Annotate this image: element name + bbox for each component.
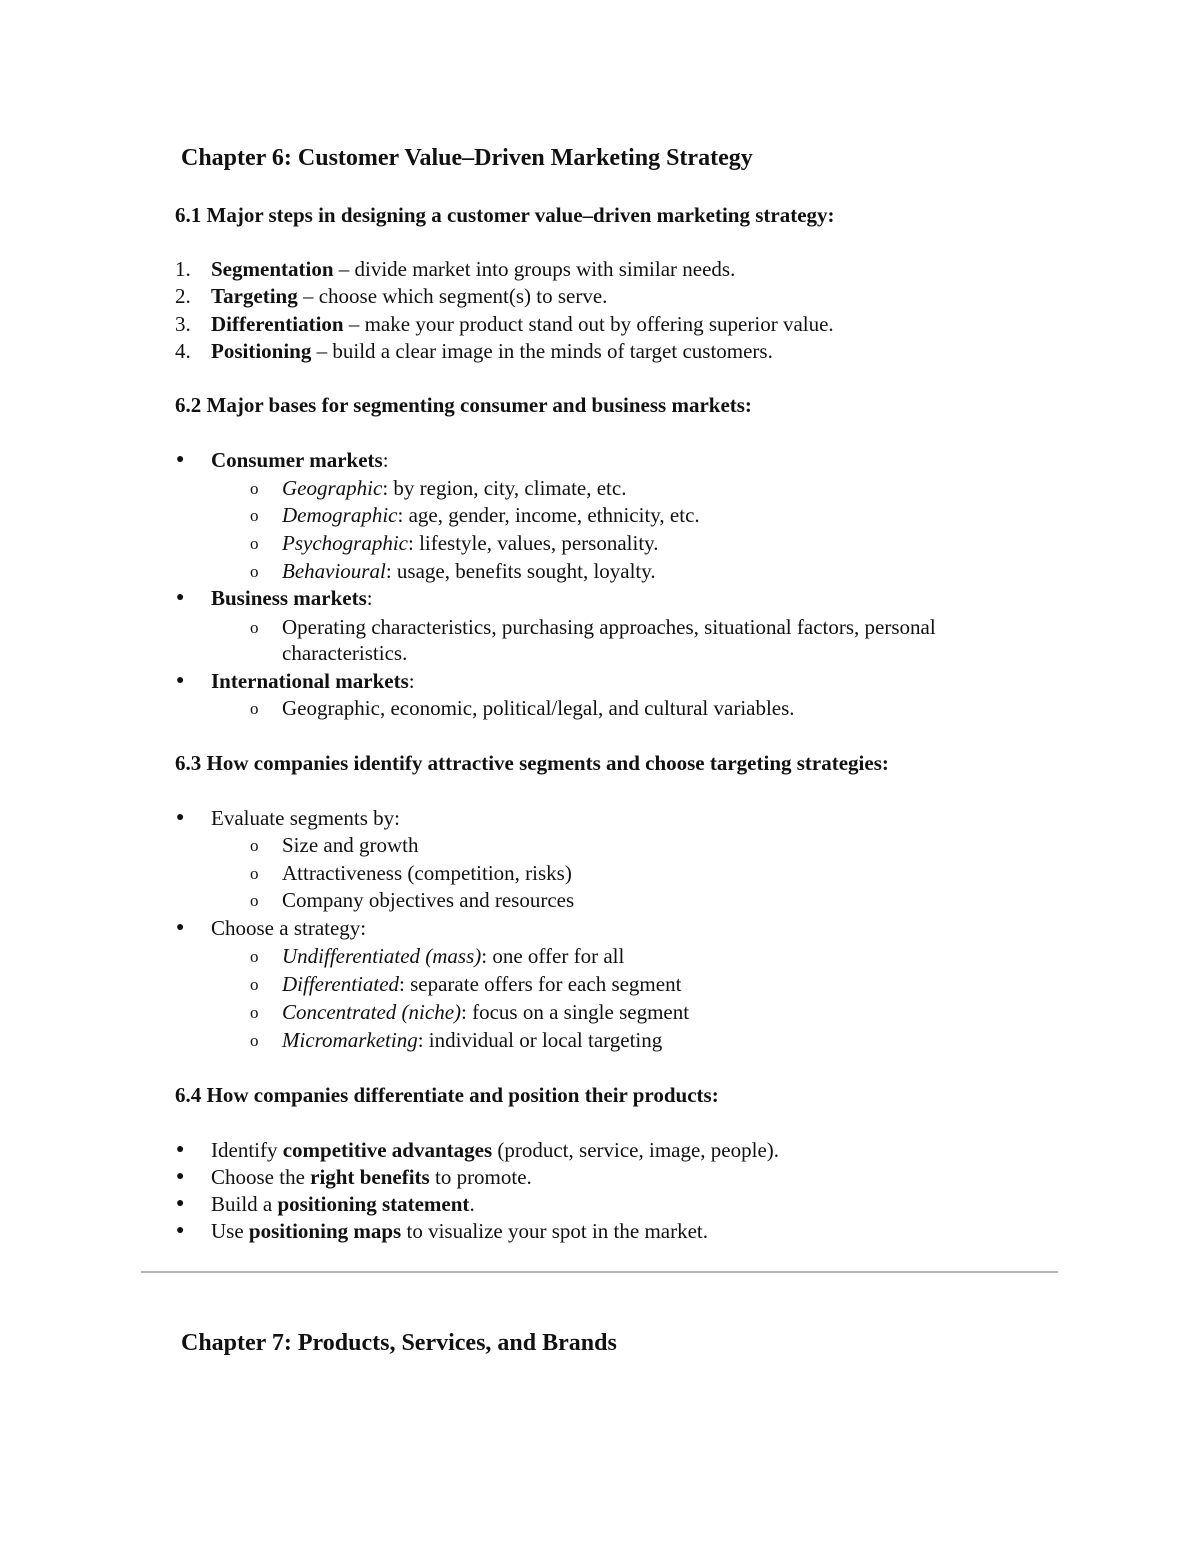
item-number: 3. — [175, 312, 191, 336]
bullet-text: Choose the — [211, 1165, 311, 1189]
bullet-emphasis: positioning maps — [248, 1219, 402, 1243]
section-6-4-heading: 6.4 How companies differentiate and position their products: — [175, 1083, 719, 1107]
sub-bullet-icon: o — [250, 699, 259, 718]
sub-description: Company objectives and resources — [282, 888, 575, 912]
sub-term: Differentiated — [282, 972, 400, 996]
bullet-text: to promote. — [429, 1165, 532, 1189]
item-number: 4. — [175, 339, 191, 363]
bullet-label: International markets — [211, 669, 409, 693]
sub-description: : age, gender, income, ethnicity, etc. — [397, 503, 700, 527]
section-6-3-heading: 6.3 How companies identify attractive segments and choose targeting strategies: — [175, 751, 889, 775]
sub-term: Demographic — [282, 503, 398, 527]
item-term: Targeting — [211, 284, 298, 308]
bullet-text: Build a — [211, 1192, 278, 1216]
bullet-icon: ● — [176, 810, 185, 825]
sub-description: : individual or local targeting — [417, 1028, 663, 1052]
sub-description: Operating characteristics, purchasing approaches, situational factors, personal — [282, 615, 936, 639]
item-term: Positioning — [211, 339, 312, 363]
sub-bullet-icon: o — [250, 864, 259, 883]
bullet-icon: ● — [176, 1223, 185, 1238]
sub-term: Geographic — [282, 476, 383, 500]
bullet-text: to visualize your spot in the market. — [401, 1219, 709, 1243]
bullet-emphasis: right benefits — [310, 1165, 430, 1189]
sub-bullet-icon: o — [250, 562, 259, 581]
sub-description: : usage, benefits sought, loyalty. — [385, 559, 656, 583]
item-description: – build a clear image in the minds of target customers. — [311, 339, 773, 363]
sub-bullet-icon: o — [250, 891, 259, 910]
sub-description: : by region, city, climate, etc. — [382, 476, 627, 500]
sub-description: : focus on a single segment — [461, 1000, 690, 1024]
sub-bullet-icon: o — [250, 975, 259, 994]
sub-term: Micromarketing — [282, 1028, 418, 1052]
bullet-colon: : — [366, 586, 373, 610]
sub-bullet-icon: o — [250, 947, 259, 966]
item-description: – divide market into groups with similar needs. — [333, 257, 736, 281]
section-6-2-heading: 6.2 Major bases for segmenting consumer and business markets: — [175, 393, 752, 417]
bullet-icon: ● — [176, 590, 185, 605]
item-term: Segmentation — [211, 257, 334, 281]
sub-term: Concentrated (niche) — [282, 1000, 462, 1024]
sub-description: : lifestyle, values, personality. — [407, 531, 659, 555]
bullet-label: Consumer markets — [211, 448, 383, 472]
horizontal-divider — [141, 1271, 1058, 1273]
sub-description: : separate offers for each segment — [399, 972, 682, 996]
item-description: – choose which segment(s) to serve. — [297, 284, 608, 308]
item-term: Differentiation — [211, 312, 344, 336]
bullet-colon: : — [408, 669, 415, 693]
item-description: – make your product stand out by offering superior value. — [343, 312, 834, 336]
bullet-icon: ● — [176, 673, 185, 688]
bullet-colon: : — [382, 448, 389, 472]
sub-bullet-icon: o — [250, 618, 259, 637]
bullet-label: Choose a strategy: — [211, 916, 367, 940]
sub-term: Behavioural — [282, 559, 386, 583]
sub-description-continued: characteristics. — [282, 641, 408, 665]
bullet-text: Identify — [211, 1138, 283, 1162]
chapter-6-title: Chapter 6: Customer Value–Driven Marketing Strategy — [181, 145, 753, 171]
section-6-1-heading: 6.1 Major steps in designing a customer value–driven marketing strategy: — [175, 203, 835, 227]
bullet-icon: ● — [176, 1196, 185, 1211]
sub-term: Undifferentiated (mass) — [282, 944, 482, 968]
bullet-icon: ● — [176, 452, 185, 467]
bullet-emphasis: competitive advantages — [282, 1138, 493, 1162]
sub-description: Geographic, economic, political/legal, and cultural variables. — [282, 696, 795, 720]
sub-description: : one offer for all — [481, 944, 625, 968]
sub-bullet-icon: o — [250, 479, 259, 498]
bullet-icon: ● — [176, 920, 185, 935]
bullet-label: Evaluate segments by: — [211, 806, 400, 830]
sub-bullet-icon: o — [250, 1031, 259, 1050]
bullet-icon: ● — [176, 1169, 185, 1184]
sub-description: Attractiveness (competition, risks) — [282, 861, 572, 885]
sub-term: Psychographic — [282, 531, 408, 555]
bullet-label: Business markets — [211, 586, 367, 610]
sub-bullet-icon: o — [250, 836, 259, 855]
bullet-icon: ● — [176, 1142, 185, 1157]
item-number: 2. — [175, 284, 191, 308]
sub-bullet-icon: o — [250, 1003, 259, 1022]
bullet-emphasis: positioning statement — [277, 1192, 470, 1216]
bullet-text: Use — [211, 1219, 249, 1243]
sub-bullet-icon: o — [250, 534, 259, 553]
bullet-text: (product, service, image, people). — [492, 1138, 780, 1162]
chapter-7-title: Chapter 7: Products, Services, and Brands — [181, 1330, 617, 1356]
item-number: 1. — [175, 257, 191, 281]
bullet-text: . — [469, 1192, 475, 1216]
sub-description: Size and growth — [282, 833, 419, 857]
sub-bullet-icon: o — [250, 506, 259, 525]
